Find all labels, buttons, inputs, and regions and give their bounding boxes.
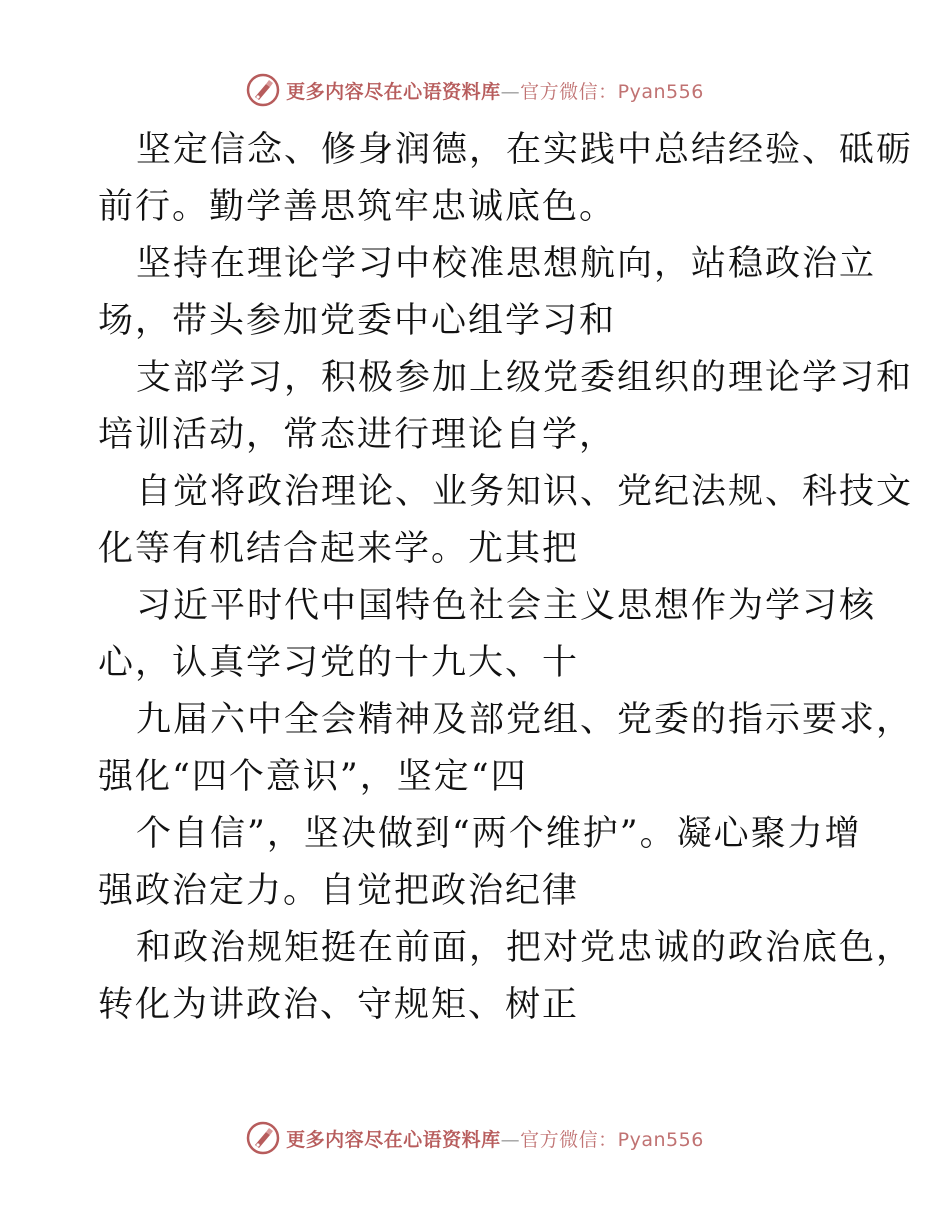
text-line: 支部学习，积极参加上级党委组织的理论学习和 [136,358,914,398]
text-line: 强政治定力。自觉把政治纪律 [98,871,580,911]
text-line: 强化“四个意识”，坚定“四 [98,757,528,797]
text-line: 九届六中全会精神及部党组、党委的指示要求， [136,700,914,740]
text-line: 心，认真学习党的十九大、十 [98,643,580,683]
pen-nib-logo-icon [246,73,280,107]
footer-watermark [0,1118,950,1158]
header-watermark [0,70,950,110]
text-line: 习近平时代中国特色社会主义思想作为学习核 [136,586,877,626]
text-line: 转化为讲政治、守规矩、树正 [98,985,580,1025]
document-body [98,122,914,1034]
text-line: 化等有机结合起来学。尤其把 [98,529,580,569]
watermark-brand: 更多内容尽在心语资料库 [286,80,501,103]
watermark-separator: — [500,80,521,103]
text-line: 自觉将政治理论、业务知识、党纪法规、科技文 [136,472,914,512]
watermark-brand: 更多内容尽在心语资料库 [286,1128,501,1151]
watermark-text [286,1125,704,1152]
text-line: 和政治规矩挺在前面，把对党忠诚的政治底色， [136,928,914,968]
text-line: 前行。勤学善思筑牢忠诚底色。 [98,187,617,227]
text-line: 坚定信念、修身润德，在实践中总结经验、砥砺 [136,130,914,170]
watermark-contact: 官方微信：Pyan556 [520,80,704,103]
text-line: 个自信”，坚决做到“两个维护”。凝心聚力增 [136,814,862,854]
watermark-text [286,77,704,104]
watermark-contact: 官方微信：Pyan556 [520,1128,704,1151]
watermark-separator: — [500,1128,521,1151]
pen-nib-logo-icon [246,1121,280,1155]
text-line: 培训活动，常态进行理论自学， [98,415,617,455]
text-line: 场，带头参加党委中心组学习和 [98,301,617,341]
text-line: 坚持在理论学习中校准思想航向，站稳政治立 [136,244,877,284]
